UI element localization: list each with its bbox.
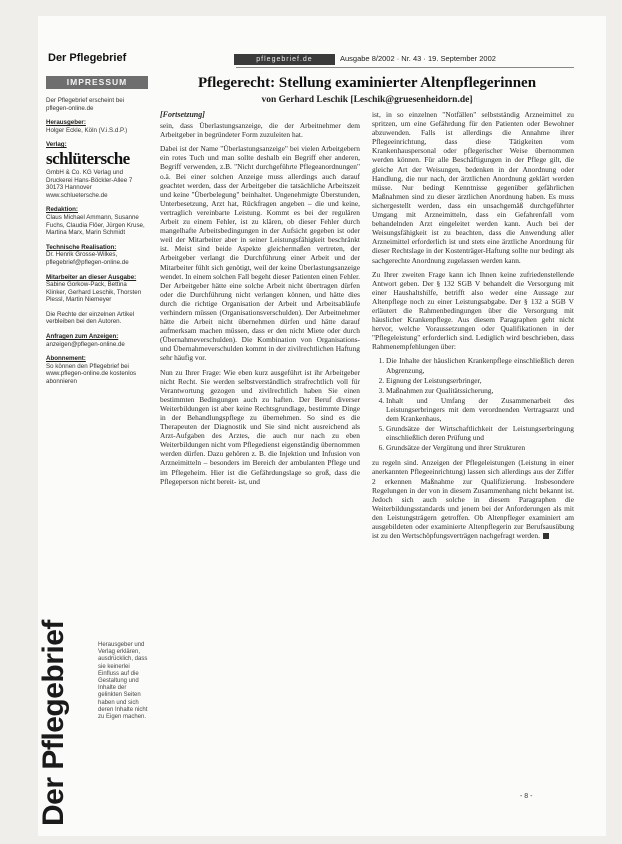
sidebar-block-rechte: Die Rechte der einzelnen Artikel verbleiben bei den Autoren. (46, 310, 135, 326)
sidebar-block-mitarbeiter: Mitarbeiter an dieser Ausgabe: Sabine Gorkow-Pack, Bettina Klinker, Gerhard Leschik, Thorsten Plessl, Martin Niemeyer (46, 273, 142, 304)
section-label: [Fortsetzung] (160, 110, 205, 119)
paragraph: Zu Ihrer zweiten Frage kann ich Ihnen keine zufriedenstellende Antwort geben. Der § 132 SGB V behandelt die Versorgung mit einer Haushaltshilfe, betrifft also weder eine Aussage zur Altenpflege noch zu einer Leistungsabgabe. Der § 132 a SGB V erläutert die Rahmenbedingungen über die Versorgung mit häuslicher Krankenpflege. Aus diesem Paragraphen geht nicht hervor, welche Voraussetzungen oder Qualifikationen in der "Pflegeleistung" erforderlich sind. Lediglich wird beschrieben, dass Rahmenempfehlungen über: (372, 269, 574, 352)
regulation-list (372, 356, 574, 452)
page-number: - 8 - (520, 793, 533, 800)
article-headline: Pflegerecht: Stellung examinierter Altenpflegerinnen (197, 75, 537, 91)
paragraph: zu regeln sind. Anzeigen der Pflegeleistungen (Leistung in einer anerkannten Pflegeeinrichtung) lassen sich allerdings aus der Ziffer 2 erkennen Maßnahme zur Qualifizierung. Insbesondere Regelungen in der von in diesem Zusammenhang nicht bekannt ist. Jedoch sich auch solche in diesem Paragraphen die Weiterbildungsstandards und jenem bei der Anforderungen als mit den Leistungsträgern getroffen. Ob Altenpfleger examiniert am ausgebildeten oder examinierte Altenpflegerin zur Berufsausübung ist zu den Wertschöpfungsverträgen nachgefragt werden. (372, 458, 574, 541)
list-item: 4. Inhalt und Umfang der Zusammenarbeit des Leistungserbringers mit dem verordnenden Vertragsarzt und dem Krankenhaus, (386, 396, 574, 423)
sidebar-block-anzeigen: Anfragen zum Anzeigen: anzeigen@pflegen-online.de (46, 333, 125, 348)
list-item: 3. Maßnahmen zur Qualitätssicherung, (386, 386, 574, 395)
sidebar-bottom (37, 620, 148, 836)
brand-title: Der Pflegebrief (48, 52, 127, 64)
list-item: 6. Grundsätze der Vergütung und ihrer Strukturen (386, 443, 574, 452)
sidebar-block-abo: Abonnement: So können den Pflegebrief bei www.pflegen-online.de kostenlos abonnieren (46, 355, 137, 386)
disclaimer-note: Herausgeber und Verlag erklären, ausdrücklich, dass sie keinerlei Einfluss auf die Gestaltung und Inhalte der gelinkten Seiten haben und sich deren Inhalte nicht zu Eigen machen. (98, 642, 148, 721)
sidebar-intro: Der Pflegebrief erscheint bei pflegen-online.de (46, 97, 125, 112)
end-of-article-mark (543, 533, 549, 539)
list-item: 1. Die Inhalte der häuslichen Krankenpflege einschließlich deren Abgrenzung, (386, 356, 574, 374)
paragraph: Nun zu Ihrer Frage: Wie eben kurz ausgeführt ist ihr Arbeitgeber nicht Recht. Sie werden selbstverständlich strafrechtlich voll für Verantwortung gezogen und zivilrechtlich haben Sie einen bestimmten Bedingungen auch zu haften. Der Beruf diverser Weiterbildungen ist aber keine Rechtsgrundlage, bestimmte Dinge in der Behandlungspflege zu übernehmen. So sind es die Therapeuten der Diagnostik und Sie sind nicht ausreichend als Arzt-Aufgaben des Arztes, die auch nur nach zu eben Weiterbildungen nicht vom Pflegedienst eigenständig übernommen werden dürfen. Dazu gehören z. B. die Injektion und Infusion von Arzneimitteln – besonders im Bereich der ambulanten Pflege und im Pflegeheim. Hier ist die Gefährdungslage so groß, dass die Pflegeperson nicht bereit- ist, und (160, 367, 360, 486)
sidebar-block-verlag: Verlag: schlütersche GmbH & Co. KG Verlag und Druckerei Hans-Böckler-Allee 7 30173 Hannover www.schluetersche.de (46, 141, 148, 199)
article-column-2 (372, 110, 574, 760)
list-item: 5. Grundsätze der Wirtschaftlichkeit der Leistungserbringung einschließlich deren Prüfung und (386, 424, 574, 442)
publisher-logo: schlütersche (46, 148, 130, 168)
header-rule (236, 67, 574, 68)
article-byline: von Gerhard Leschik [Leschik@gruesenheidorn.de] (261, 95, 473, 105)
vertical-brand-logo: Der Pflegebrief (37, 620, 70, 826)
sidebar-block-publisher: Herausgeber: Holger Eckle, Köln (V.i.S.d.P.) (46, 119, 128, 134)
impressum-sidebar (37, 76, 148, 826)
list-item: 2. Eignung der Leistungserbringer, (386, 376, 574, 385)
impressum-title: IMPRESSUM (46, 76, 148, 89)
sidebar-block-redaktion: Redaktion: Claus Michael Ammann, Susanne Fuchs, Claudia Flöer, Jürgen Kruse, Martina Marx, Marin Schmidt (46, 206, 145, 237)
paragraph: sein, dass Überlastungsanzeige, die der Arbeitnehmer dem Arbeitgeber in begründeter Form zuzuleiten hat. (160, 121, 360, 140)
sidebar-block-technik: Technische Realisation: Dr. Henrik Grosse-Wilkes, pflegebrief@pflegen-online.de (46, 243, 129, 266)
issue-info: Ausgabe 8/2002 · Nr. 43 · 19. September 2002 (340, 54, 496, 63)
paragraph: ist, in so einzelnen "Notfällen" selbstständig Arzneimittel zu spritzen, um eine Gefährdung für den Patienten oder Bewohner abzuwenden. Falls ist allerdings die Annahme ihrer Pflegeeinrichtung, dass diese Tätigkeiten vom Krankenhauspersonal oder pflegerischer Weise übernommen werden können. Für alle Beschäftigungen in der Pflege gilt, die gleiche Art der Weisungen, bedenken in der Anordnung oder Handlung, die nur nach, der ärztlichen Anordnung geklärt werden müsse. Nur bedingt Kenntnisse gegenüber gefährlichen Maßnahmen sind zu dieser ärztlichen Anordnung haben. Es muss sichergestellt werden, dass ein unsachgemäß durchgeführter Umgang mit Arzneimitteln, dass ein Gefahrenfall vom behandelnden Arzt eingeleitet werden kann. Auch bei der Weisungsfähigkeit ist zu beachten, dass die Anwendung aller Arzneimittel erforderlich ist und stets eine ärztliche Anordnung für dieser Rechtslage in der Kostenträger-Haftung sollte nur bedingt als sachgerechte Anordnung zugelassen werden kann. (372, 110, 574, 265)
article-column-1 (160, 110, 360, 760)
paragraph: Dabei ist der Name "Überlastungsanzeige" bei vielen Arbeitgebern ein rotes Tuch und man sollte deshalb ein Begriff eher anderen, Begriff verwenden, z.B. "Nicht durchgeführte Pflegeanordnungen" o.ä. Bei einer solchen Anzeige muss allerdings auch darauf geachtet werden, dass der Arbeitgeber die tatsächliche Arbeitszeit und keine "Überbelegung" beinhaltet. Ungenehmigte Überstunden, Unterbesetzung, Arzt hat, Rückfragen angeben – die und keine, vertraglich vereinbarte Leistung. Kommt es bei der regulären Arbeit zu einem Fehler, ist zu klären, ob dieser Fehler durch mangelhafte Arbeitsbedingungen in der Aufsicht gegeben ist oder weil der Mitarbeiter aber in seiner Leistungsfähigkeit beschränkt ist. Meist sind beide Aspekte gleichermaßen vertreten, der Arbeitgeber verlangt die Durchführung einer Arbeit und der Mitarbeiter fühlt sich genötigt, weil der keine Überlastungsanzeige wendet. In einem solchen Fall begeht dieser Patienten einen Fehler. Der Arbeitgeber hätte eine solche Arbeit nicht übertragen dürfen oder die Durchführung nicht verlangen können, und hätte dies durch die richtige Organisation der Arbeit und Arbeitsabläufe verhindern müssen (Organisationsverschulden). Der Arbeitnehmer hätte die Arbeit nicht übernehmen dürfen und hätte darauf aufmerksam machen müssen, dass er den nicht Miete oder durch (Übernahmeverschulden). Die Kombination von Organisations- und Übernahmeverschulden kommt in der zivilrechtlichen Haftung sehr häufig vor. (160, 144, 360, 363)
header-banner: pflegebrief.de (234, 54, 335, 65)
